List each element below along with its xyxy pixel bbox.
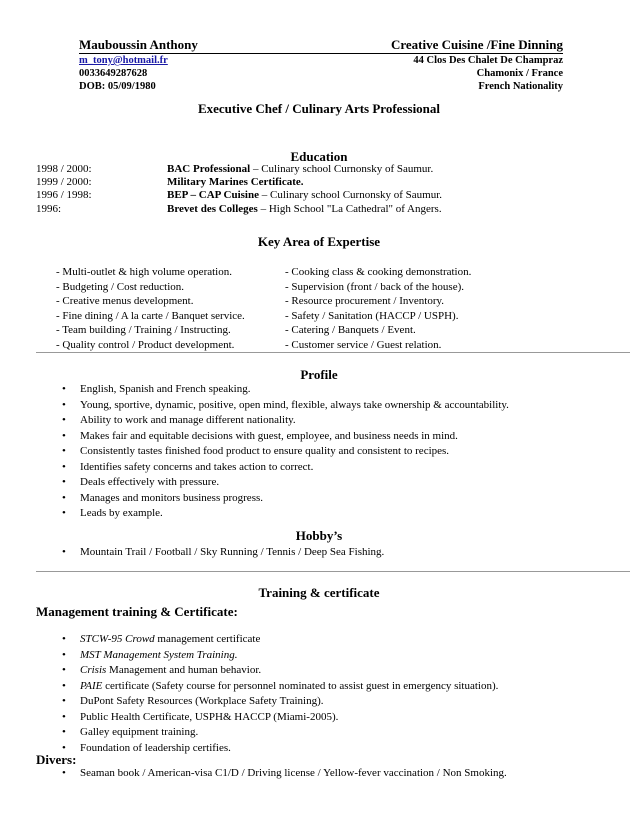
expertise-item: - Resource procurement / Inventory. bbox=[285, 295, 445, 308]
expertise-item: - Team building / Training / Instructing. bbox=[56, 324, 231, 337]
education-desc bbox=[167, 189, 442, 201]
certificate-detail: Management and human behavior. bbox=[106, 664, 262, 676]
management-training-list bbox=[62, 632, 498, 756]
bullet-icon: • bbox=[62, 414, 66, 426]
certificate-detail: Foundation of leadership certifies. bbox=[80, 741, 231, 754]
bullet-icon: • bbox=[62, 726, 66, 738]
certificate-detail: DuPont Safety Resources (Workplace Safety Training). bbox=[80, 695, 324, 707]
email-link[interactable]: m_tony@hotmail.fr bbox=[79, 55, 168, 66]
expertise-item: - Safety / Sanitation (HACCP / USPH). bbox=[285, 309, 459, 322]
hobbies-heading: Hobby’s bbox=[295, 528, 343, 543]
profile-item: Identifies safety concerns and takes action to correct. bbox=[80, 460, 314, 473]
bullet-icon: • bbox=[62, 710, 66, 723]
education-detail: – High School "La Cathedral" of Angers. bbox=[257, 202, 442, 215]
list-item bbox=[62, 663, 498, 679]
list-item bbox=[62, 648, 498, 664]
list-item bbox=[62, 766, 507, 781]
header-divider bbox=[79, 53, 563, 54]
bullet-icon: • bbox=[62, 398, 66, 411]
expertise-item: - Quality control / Product development. bbox=[56, 338, 235, 351]
education-heading: Education bbox=[290, 149, 348, 164]
profile-item: English, Spanish and French speaking. bbox=[80, 383, 251, 395]
expertise-item: - Customer service / Guest relation. bbox=[285, 338, 442, 351]
date-of-birth: DOB: 05/09/1980 bbox=[79, 80, 156, 92]
bullet-icon: • bbox=[62, 767, 66, 779]
job-title: Creative Cuisine /Fine Dinning bbox=[390, 37, 563, 52]
list-item bbox=[62, 429, 509, 445]
contact-right bbox=[413, 55, 563, 93]
education-date: 1996 / 1998: bbox=[36, 189, 92, 202]
certificate-detail: Public Health Certificate, USPH& HACCP (Miami-2005). bbox=[80, 710, 339, 723]
certificate-name: PAIE bbox=[80, 679, 103, 692]
expertise-right-column bbox=[285, 265, 471, 353]
list-item bbox=[62, 741, 498, 757]
divers-item: Seaman book / American-visa C1/D / Driving license / Yellow-fever vaccination / Non Smoking. bbox=[80, 767, 507, 779]
expertise-item: - Creative menus development. bbox=[56, 295, 194, 308]
education-row bbox=[36, 189, 626, 202]
headline: Executive Chef / Culinary Arts Professional bbox=[197, 101, 441, 116]
bullet-icon: • bbox=[62, 546, 66, 558]
nationality: French Nationality bbox=[478, 80, 563, 92]
hobbies-list bbox=[62, 545, 384, 560]
expertise-left-column bbox=[56, 265, 245, 353]
candidate-name: Mauboussin Anthony bbox=[79, 37, 198, 52]
profile-list bbox=[62, 382, 509, 522]
certificate-name: MST Management System Training. bbox=[80, 648, 238, 661]
certificate-name: STCW-95 Crowd bbox=[80, 633, 155, 645]
profile-item: Leads by example. bbox=[80, 507, 163, 519]
bullet-icon: • bbox=[62, 383, 66, 395]
certificate-name: Crisis bbox=[80, 664, 107, 676]
bullet-icon: • bbox=[62, 741, 66, 754]
profile-item: Young, sportive, dynamic, positive, open mind, flexible, always take ownership & accountability. bbox=[80, 398, 509, 411]
expertise-item: - Supervision (front / back of the house). bbox=[285, 280, 465, 293]
bullet-icon: • bbox=[62, 507, 66, 519]
certificate-detail: Galley equipment training. bbox=[80, 726, 199, 738]
section-divider bbox=[36, 571, 630, 572]
bullet-icon: • bbox=[62, 695, 66, 707]
bullet-icon: • bbox=[62, 679, 66, 692]
list-item bbox=[62, 382, 509, 398]
profile-item: Ability to work and manage different nationality. bbox=[80, 414, 296, 426]
education-degree: BAC Professional bbox=[167, 163, 251, 175]
list-item bbox=[62, 460, 509, 476]
section-divider bbox=[36, 352, 630, 353]
hobby-item: Mountain Trail / Football / Sky Running / Tennis / Deep Sea Fishing. bbox=[80, 546, 385, 558]
profile-heading: Profile bbox=[300, 367, 338, 382]
education-detail: – Culinary school Curnonsky of Saumur. bbox=[259, 189, 443, 202]
list-item bbox=[62, 491, 509, 507]
divers-list bbox=[62, 766, 507, 781]
bullet-icon: • bbox=[62, 476, 66, 488]
bullet-icon: • bbox=[62, 664, 66, 676]
list-item bbox=[62, 398, 509, 414]
bullet-icon: • bbox=[62, 633, 66, 645]
bullet-icon: • bbox=[62, 460, 66, 473]
education-degree: Brevet des Colleges bbox=[167, 202, 258, 215]
education-desc bbox=[167, 176, 304, 188]
profile-item: Makes fair and equitable decisions with guest, employee, and business needs in mind. bbox=[80, 429, 458, 442]
bullet-icon: • bbox=[62, 491, 66, 504]
education-row bbox=[36, 203, 626, 216]
bullet-icon: • bbox=[62, 648, 66, 661]
training-heading: Training & certificate bbox=[258, 585, 380, 600]
education-desc bbox=[167, 203, 442, 215]
list-item bbox=[62, 632, 498, 648]
city-country: Chamonix / France bbox=[476, 67, 563, 79]
expertise-item: - Budgeting / Cost reduction. bbox=[56, 280, 185, 293]
list-item bbox=[62, 679, 498, 695]
profile-item: Manages and monitors business progress. bbox=[80, 491, 264, 504]
expertise-item: - Multi-outlet & high volume operation. bbox=[56, 266, 232, 278]
certificate-detail: management certificate bbox=[154, 633, 261, 645]
expertise-item: - Fine dining / A la carte / Banquet service. bbox=[56, 309, 245, 322]
profile-item: Consistently tastes finished food product to ensure quality and consistent to recipes. bbox=[80, 445, 450, 457]
divers-heading: Divers: bbox=[36, 752, 77, 767]
list-item bbox=[62, 694, 498, 710]
list-item bbox=[62, 413, 509, 429]
address-line: 44 Clos Des Chalet De Champraz bbox=[413, 55, 563, 66]
list-item bbox=[62, 506, 509, 522]
bullet-icon: • bbox=[62, 429, 66, 442]
list-item bbox=[62, 475, 509, 491]
education-row bbox=[36, 163, 626, 176]
phone-number: 0033649287628 bbox=[79, 67, 148, 79]
bullet-icon: • bbox=[62, 445, 66, 457]
education-degree: BEP – CAP Cuisine bbox=[167, 189, 259, 202]
education-date: 1996: bbox=[36, 202, 62, 215]
expertise-item: - Cooking class & cooking demonstration. bbox=[285, 266, 472, 278]
expertise-heading: Key Area of Expertise bbox=[257, 234, 381, 249]
education-date: 1998 / 2000: bbox=[36, 163, 92, 175]
certificate-detail: certificate (Safety course for personnel nominated to assist guest in emergency situation). bbox=[102, 679, 499, 692]
education-row bbox=[36, 176, 626, 189]
education-list bbox=[36, 163, 626, 216]
education-degree: Military Marines Certificate. bbox=[167, 176, 304, 189]
education-date: 1999 / 2000: bbox=[36, 176, 92, 189]
management-training-heading: Management training & Certificate: bbox=[36, 604, 238, 619]
education-detail: – Culinary school Curnonsky of Saumur. bbox=[250, 163, 434, 175]
profile-item: Deals effectively with pressure. bbox=[80, 476, 220, 488]
list-item bbox=[62, 444, 509, 460]
expertise-item: - Catering / Banquets / Event. bbox=[285, 324, 416, 337]
education-desc bbox=[167, 163, 433, 175]
list-item bbox=[62, 545, 384, 560]
contact-left bbox=[79, 55, 168, 93]
list-item bbox=[62, 725, 498, 741]
list-item bbox=[62, 710, 498, 726]
